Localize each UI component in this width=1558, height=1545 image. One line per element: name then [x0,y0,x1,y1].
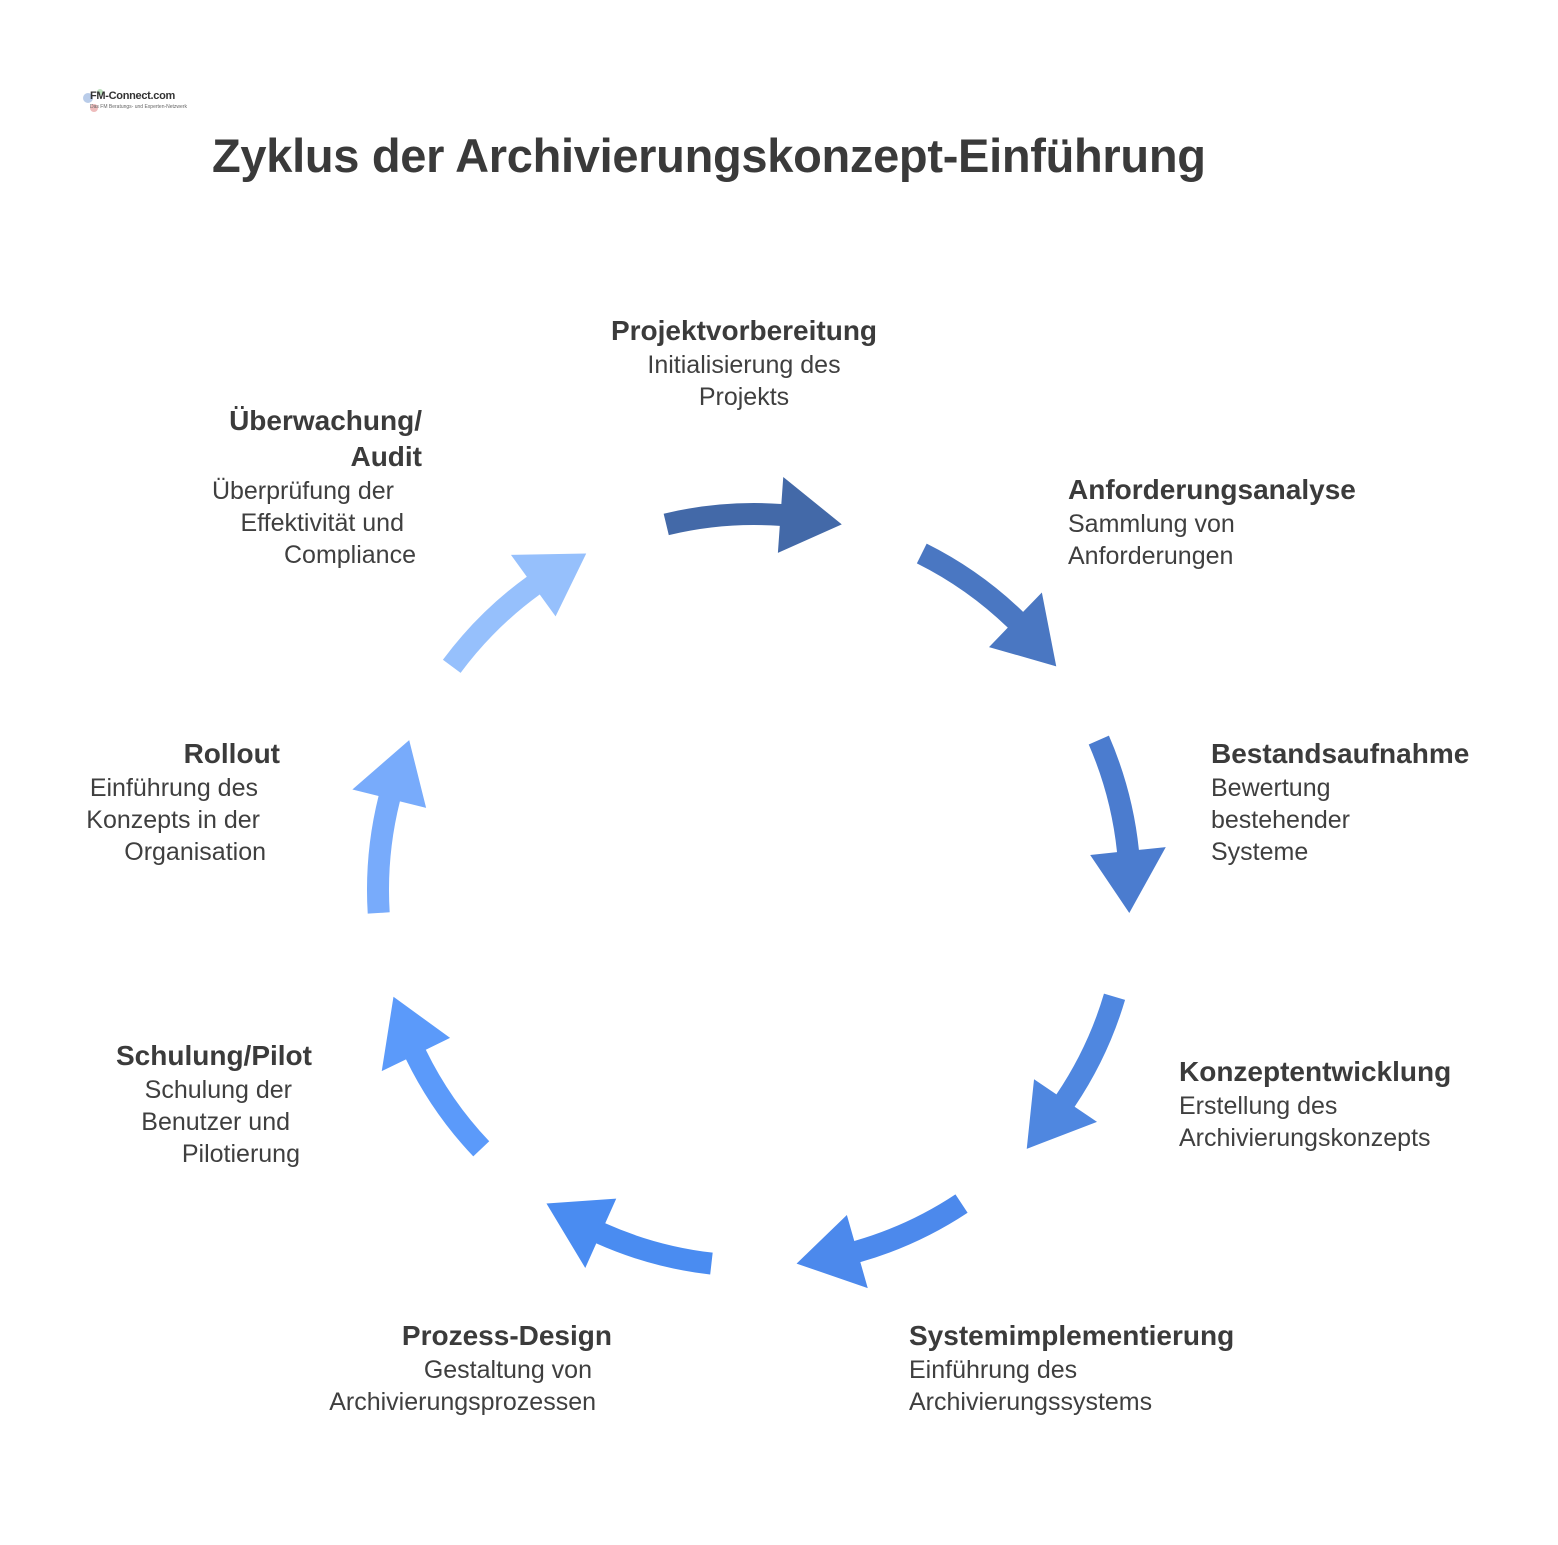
cycle-arrow-3 [1089,736,1166,913]
step-label-bestandsaufnahme [1211,736,1511,868]
step-heading: Überwachung/ [229,405,422,436]
cycle-arrow-9 [443,554,586,673]
step-label-schulung-pilot [60,1038,312,1170]
step-description-line: Einführung des [89,774,258,802]
step-description-line: Pilotierung [181,1140,300,1168]
step-description-line: Projekts [698,383,790,411]
step-label-systemimplementierung [909,1318,1289,1418]
step-description-line: Gestaltung von [423,1356,592,1384]
step-label-konzeptentwicklung [1179,1054,1509,1154]
step-description-line: Effektivität und [240,509,404,537]
step-heading: Bestandsaufnahme [1211,738,1470,769]
cycle-arrow-7 [382,997,490,1157]
step-description-line: Sammlung von [1068,510,1235,538]
step-description-line: Bewertung [1211,774,1331,802]
cycle-arrow-4 [1027,994,1125,1149]
step-description-line: Benutzer und [141,1108,290,1136]
step-heading: Projektvorbereitung [610,315,878,346]
logo-text: FM-Connect.com [90,90,176,102]
step-description-line: Systeme [1211,838,1309,866]
step-heading: Prozess-Design [401,1320,612,1351]
step-label-ueberwachung-audit [160,403,422,571]
step-label-rollout [40,736,280,868]
step-heading: Anforderungsanalyse [1068,474,1356,505]
fm-connect-logo [80,84,187,120]
step-description-line: Initialisierung des [647,351,841,379]
step-heading: Schulung/Pilot [116,1040,312,1071]
step-description-line: Einführung des [909,1356,1078,1384]
diagram-title: Zyklus der Archivierungskonzept-Einführung [212,129,1206,182]
step-description-line: Konzepts in der [86,806,260,834]
cycle-arrow-8 [352,740,426,914]
step-description-line: Anforderungen [1068,542,1234,570]
step-description-line: Archivierungsprozessen [329,1388,596,1416]
step-heading: Audit [350,441,422,472]
step-label-anforderungsanalyse [1068,472,1398,572]
cycle-arrow-2 [917,544,1056,667]
step-description-line: Archivierungskonzepts [1179,1124,1431,1152]
cycle-arrow-6 [546,1199,712,1275]
step-heading: Konzeptentwicklung [1179,1056,1452,1087]
step-description-line: Archivierungssystems [909,1388,1153,1416]
logo-tagline: Das FM Beratungs- und Experten-Netzwerk [90,104,187,110]
step-description-line: bestehender [1211,806,1351,834]
step-heading: Systemimplementierung [909,1320,1235,1351]
step-label-prozess-design [250,1318,612,1418]
step-description-line: Erstellung des [1179,1092,1338,1120]
step-description-line: Überprüfung der [211,477,394,505]
cycle-arrow-1 [664,477,842,553]
step-description-line: Organisation [124,838,266,866]
step-description-line: Schulung der [144,1076,292,1104]
step-heading: Rollout [183,738,280,769]
cycle-arrow-5 [797,1194,968,1288]
step-label-projektvorbereitung [598,313,890,413]
step-description-line: Compliance [283,541,416,569]
